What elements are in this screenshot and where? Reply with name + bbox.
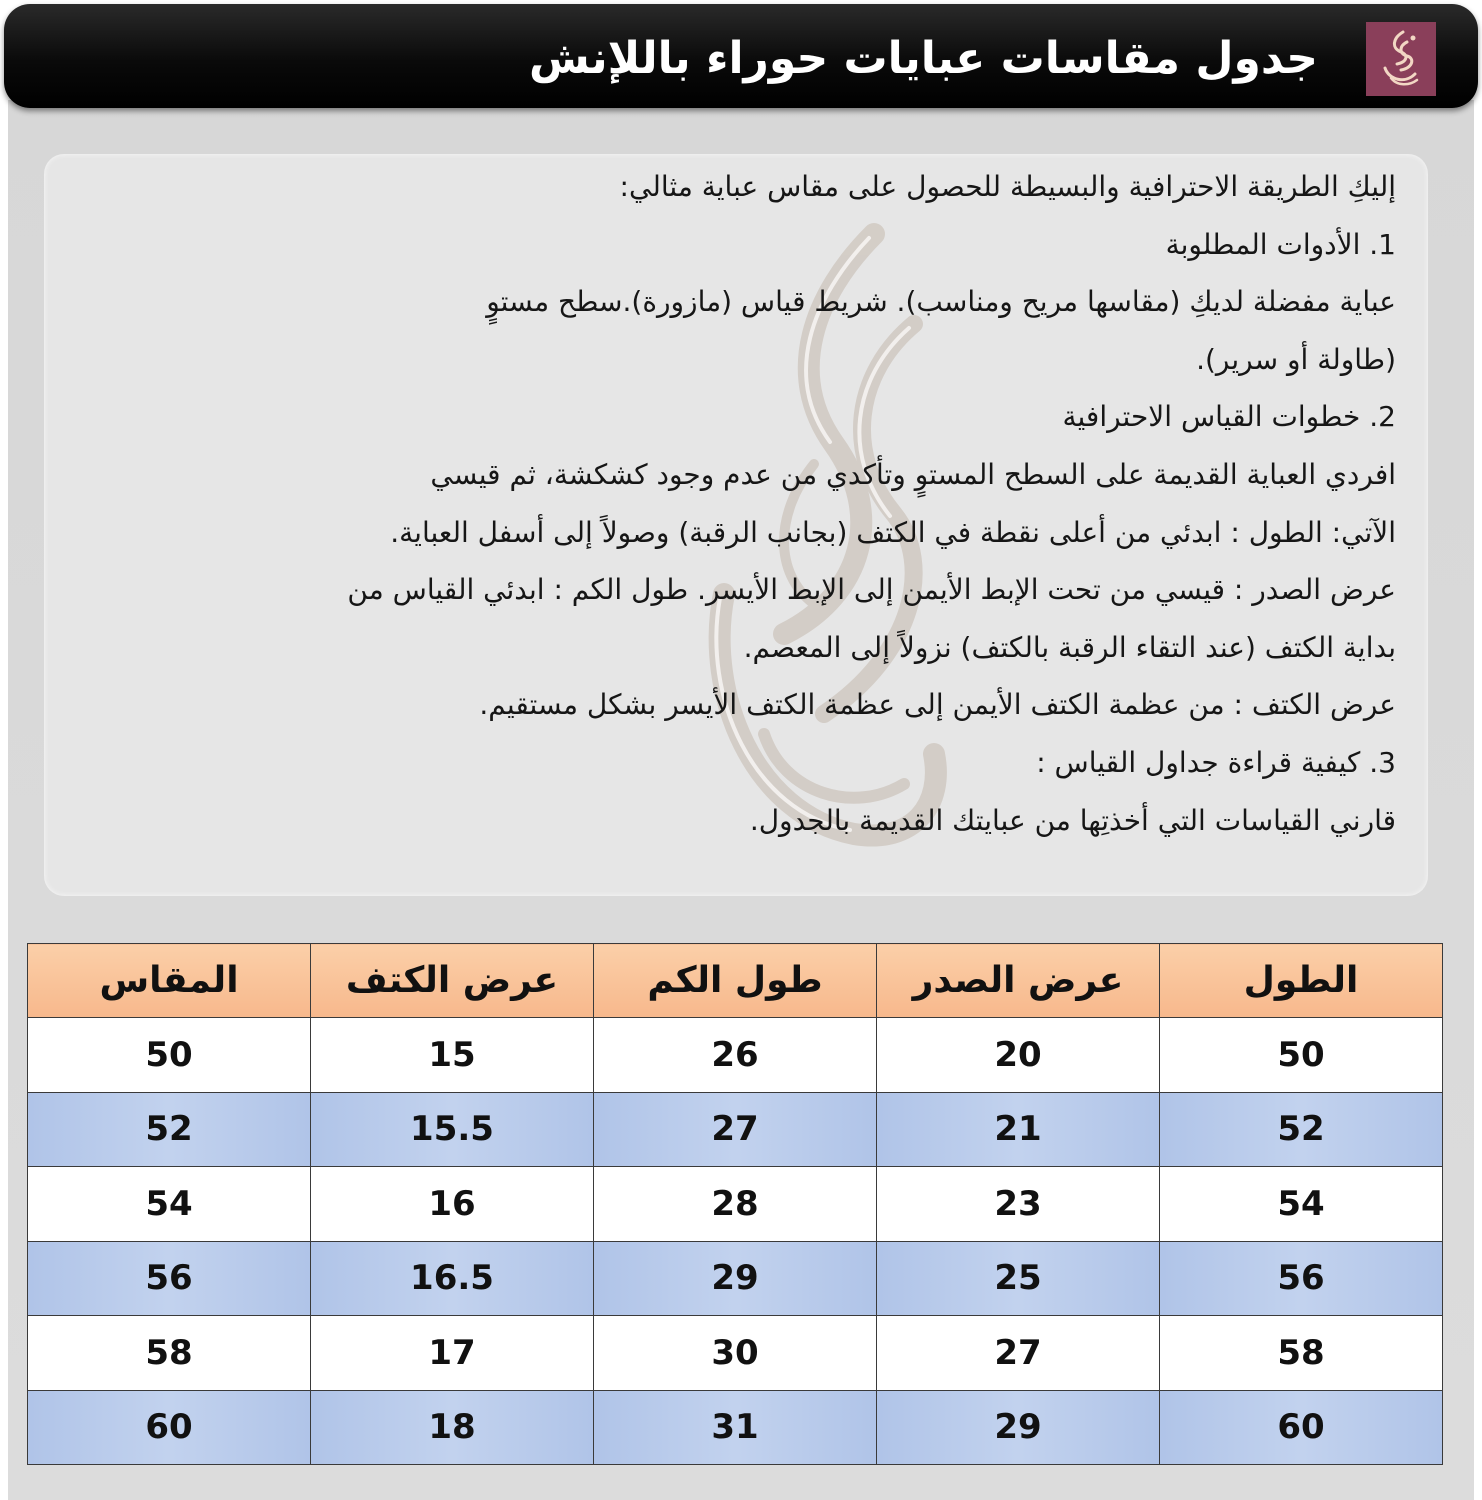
header-sleeve-length: طول الكم: [594, 944, 877, 1018]
table-header-row: [28, 944, 1443, 1018]
cell-size: 52: [28, 1092, 311, 1167]
header-length: الطول: [1160, 944, 1443, 1018]
table-row: [28, 1018, 1443, 1093]
cell-length: 54: [1160, 1167, 1443, 1242]
section-steps-heading: 2. خطوات القياس الاحترافية: [1062, 400, 1396, 434]
cell-chest-width: 23: [877, 1167, 1160, 1242]
steps-line-5: عرض الكتف : من عظمة الكتف الأيمن إلى عظمة الكتف الأيسر بشكل مستقيم.: [479, 688, 1396, 722]
cell-size: 60: [28, 1390, 311, 1465]
instructions-text: [66, 158, 1396, 849]
cell-size: 50: [28, 1018, 311, 1093]
table-row: [28, 1241, 1443, 1316]
table-row: [28, 1390, 1443, 1465]
cell-chest-width: 29: [877, 1390, 1160, 1465]
intro-line: إليكِ الطريقة الاحترافية والبسيطة للحصول على مقاس عباية مثالي:: [619, 170, 1396, 203]
page-title: جدول مقاسات عبايات حوراء باللإنش: [528, 33, 1318, 84]
steps-line-2: الآتي: الطول : ابدئي من أعلى نقطة في الكتف (بجانب الرقبة) وصولاً إلى أسفل العباية.: [390, 515, 1396, 549]
steps-line-1: افردي العباية القديمة على السطح المستوٍ وتأكدي من عدم وجود كشكشة، ثم قيسي: [430, 457, 1396, 491]
header-chest-width: عرض الصدر: [877, 944, 1160, 1018]
reading-line-1: قارني القياسات التي أخذتِها من عبايتك القديمة بالجدول.: [749, 803, 1396, 837]
cell-sleeve-length: 28: [594, 1167, 877, 1242]
cell-length: 50: [1160, 1018, 1443, 1093]
cell-sleeve-length: 26: [594, 1018, 877, 1093]
cell-shoulder-width: 18: [311, 1390, 594, 1465]
cell-shoulder-width: 16.5: [311, 1241, 594, 1316]
table-row: [28, 1316, 1443, 1391]
cell-sleeve-length: 30: [594, 1316, 877, 1391]
header-size: المقاس: [28, 944, 311, 1018]
cell-sleeve-length: 31: [594, 1390, 877, 1465]
cell-size: 54: [28, 1167, 311, 1242]
tools-line-2: (طاولة أو سرير).: [1196, 342, 1396, 376]
cell-chest-width: 21: [877, 1092, 1160, 1167]
logo-glyph-icon: [1373, 28, 1429, 90]
cell-sleeve-length: 29: [594, 1241, 877, 1316]
steps-line-4: بداية الكتف (عند التقاء الرقبة بالكتف) نزولاً إلى المعصم.: [743, 630, 1396, 664]
section-reading-heading: 3. كيفية قراءة جداول القياس :: [1036, 745, 1396, 779]
header-shoulder-width: عرض الكتف: [311, 944, 594, 1018]
cell-length: 56: [1160, 1241, 1443, 1316]
cell-length: 58: [1160, 1316, 1443, 1391]
cell-length: 60: [1160, 1390, 1443, 1465]
cell-chest-width: 20: [877, 1018, 1160, 1093]
cell-chest-width: 25: [877, 1241, 1160, 1316]
cell-shoulder-width: 15.5: [311, 1092, 594, 1167]
section-tools-heading: 1. الأدوات المطلوبة: [1165, 227, 1396, 261]
instructions-panel: [44, 154, 1428, 896]
cell-chest-width: 27: [877, 1316, 1160, 1391]
cell-shoulder-width: 16: [311, 1167, 594, 1242]
size-chart-table: [27, 943, 1443, 1465]
cell-size: 56: [28, 1241, 311, 1316]
cell-shoulder-width: 15: [311, 1018, 594, 1093]
header-bar: [4, 4, 1478, 108]
table-row: [28, 1167, 1443, 1242]
cell-length: 52: [1160, 1092, 1443, 1167]
cell-size: 58: [28, 1316, 311, 1391]
steps-line-3: عرض الصدر : قيسي من تحت الإبط الأيمن إلى الإبط الأيسر. طول الكم : ابدئي القياس من: [347, 573, 1396, 607]
calligraphy-logo-icon: [1366, 22, 1436, 96]
tools-line-1: عباية مفضلة لديكِ (مقاسها مريح ومناسب). شريط قياس (مازورة).سطح مستوٍ: [486, 285, 1396, 319]
table-row: [28, 1092, 1443, 1167]
cell-sleeve-length: 27: [594, 1092, 877, 1167]
cell-shoulder-width: 17: [311, 1316, 594, 1391]
